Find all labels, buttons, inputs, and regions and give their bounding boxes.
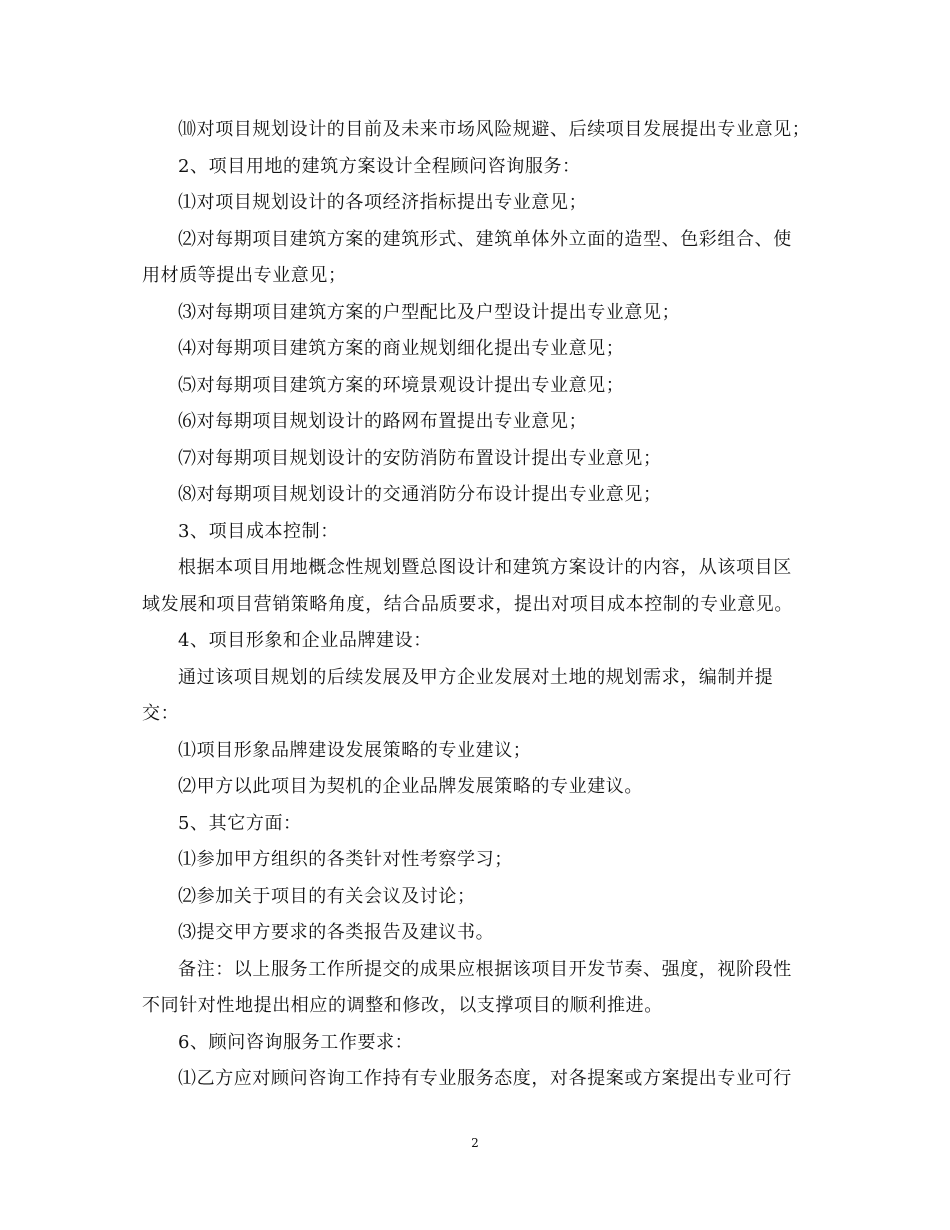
paragraph-line: ⑶提交甲方要求的各类报告及建议书。 (178, 922, 495, 943)
paragraph-line: ⑽对项目规划设计的目前及未来市场风险规避、后续项目发展提出专业意见； (178, 119, 811, 140)
paragraph-line: 用材质等提出专业意见； (142, 265, 347, 286)
paragraph-line: 根据本项目用地概念性规划暨总图设计和建筑方案设计的内容，从该项目区 (178, 557, 792, 578)
paragraph-line: 交： (142, 703, 180, 724)
section-heading: 6、顾问咨询服务工作要求： (178, 1032, 414, 1053)
paragraph-line: 不同针对性地提出相应的调整和修改，以支撑项目的顺利推进。 (142, 995, 663, 1016)
section-heading: 4、项目形象和企业品牌建设： (178, 630, 432, 651)
paragraph-line: ⑶对每期项目建筑方案的户型配比及户型设计提出专业意见； (178, 302, 681, 323)
paragraph-line: 域发展和项目营销策略角度，结合品质要求，提出对项目成本控制的专业意见。 (142, 594, 793, 615)
paragraph-line: ⑴项目形象品牌建设发展策略的专业建议； (178, 740, 532, 761)
paragraph-line: ⑴对项目规划设计的各项经济指标提出专业意见； (178, 192, 588, 213)
paragraph-line: ⑴乙方应对顾问咨询工作持有专业服务态度，对各提案或方案提出专业可行 (178, 1068, 792, 1089)
paragraph-line: 通过该项目规划的后续发展及甲方企业发展对土地的规划需求，编制并提 (178, 667, 774, 688)
paragraph-line: ⑸对每期项目建筑方案的环境景观设计提出专业意见； (178, 375, 625, 396)
paragraph-line: ⑹对每期项目规划设计的路网布置提出专业意见； (178, 411, 588, 432)
paragraph-line: ⑺对每期项目规划设计的安防消防布置设计提出专业意见； (178, 448, 662, 469)
paragraph-line: ⑴参加甲方组织的各类针对性考察学习； (178, 849, 513, 870)
paragraph-line: 备注：以上服务工作所提交的成果应根据该项目开发节奏、强度，视阶段性 (178, 959, 792, 980)
page-number: 2 (471, 1136, 479, 1150)
section-heading: 2、项目用地的建筑方案设计全程顾问咨询服务： (178, 156, 581, 177)
paragraph-line: ⑷对每期项目建筑方案的商业规划细化提出专业意见； (178, 338, 625, 359)
section-heading: 3、项目成本控制： (178, 521, 339, 542)
paragraph-line: ⑻对每期项目规划设计的交通消防分布设计提出专业意见； (178, 484, 662, 505)
section-heading: 5、其它方面： (178, 813, 302, 834)
paragraph-line: ⑵对每期项目建筑方案的建筑形式、建筑单体外立面的造型、色彩组合、使 (178, 229, 792, 250)
paragraph-line: ⑵甲方以此项目为契机的企业品牌发展策略的专业建议。 (178, 776, 643, 797)
paragraph-line: ⑵参加关于项目的有关会议及讨论； (178, 886, 476, 907)
